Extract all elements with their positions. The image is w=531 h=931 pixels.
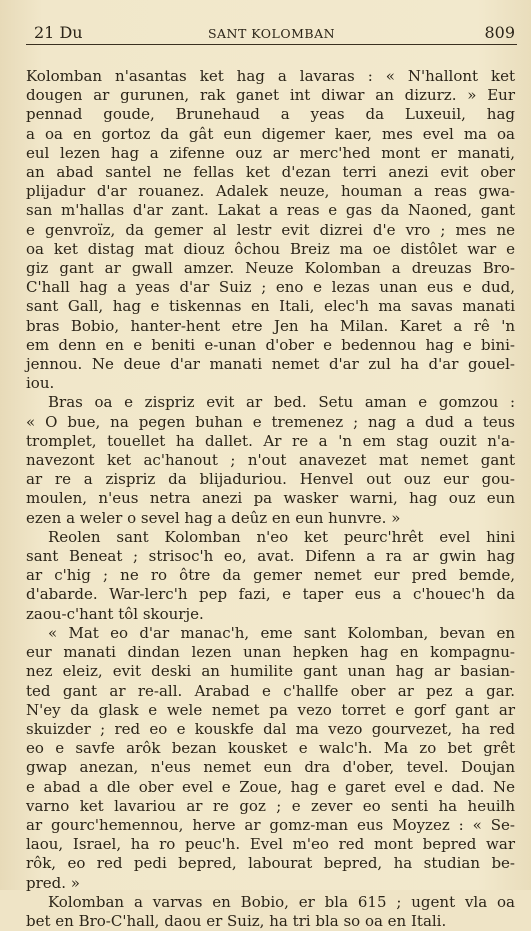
text-line: pred. » — [26, 873, 80, 892]
running-header — [26, 22, 517, 45]
text-line: « Mat eo d'ar manac'h, eme sant Kolomban, bevan en — [48, 623, 515, 642]
text-line: varno ket lavariou ar re goz ; e zever eo senti ha heuilh — [26, 796, 515, 815]
text-line: rôk, eo red pedi bepred, labourat bepred, ha studian be- — [26, 854, 515, 873]
text-line: « O bue, na pegen buhan e tremenez ; nag a dud a teus — [26, 412, 515, 431]
text-line: C'hall hag a yeas d'ar Suiz ; eno e lezas unan eus e dud, — [26, 278, 515, 297]
text-line: plijadur d'ar rouanez. Adalek neuze, houman a reas gwa- — [26, 182, 515, 201]
text-line: moulen, n'eus netra anezi pa wasker warni, hag ouz eun — [26, 489, 515, 508]
paragraph — [26, 624, 515, 893]
text-line: a oa en gortoz da gât eun digemer kaer, mes evel ma oa — [26, 124, 515, 143]
text-line: sant Beneat ; strisoc'h eo, avat. Difenn a ra ar gwin hag — [26, 547, 515, 566]
text-line: dougen ar gurunen, rak ganet int diwar an dizurz. » Eur — [26, 86, 515, 105]
text-line: ar re a zispriz da blijaduriou. Henvel out ouz eur gou- — [26, 470, 515, 489]
text-line: em denn en e beniti e-unan d'ober e bedennou hag e bini- — [26, 335, 515, 354]
text-line: nez eleiz, evit deski an humilite gant unan hag ar basian- — [26, 662, 515, 681]
text-line: tromplet, touellet ha dallet. Ar re a 'n em stag ouzit n'a- — [26, 431, 515, 450]
text-line: ar gourc'hemennou, herve ar gomz-man eus Moyzez : « Se- — [26, 815, 515, 834]
paragraph — [26, 528, 515, 624]
header-date: 21 Du — [34, 23, 83, 42]
text-line: skuizder ; red eo e kouskfe dal ma vezo gourvezet, ha red — [26, 719, 515, 738]
text-line: laou, Israel, ha ro peuc'h. Evel m'eo red mont bepred war — [26, 835, 515, 854]
text-line: zaou-c'hant tôl skourje. — [26, 604, 204, 623]
text-line: bras Bobio, hanter-hent etre Jen ha Milan. Karet a rê 'n — [26, 316, 515, 335]
text-line: navezont ket ac'hanout ; n'out anavezet mat nemet gant — [26, 451, 515, 470]
paragraph — [26, 67, 515, 393]
text-line: oa ket distag mat diouz ôchou Breiz ma oe distôlet war e — [26, 239, 515, 258]
paragraph — [26, 893, 515, 931]
text-line: iou. — [26, 374, 55, 393]
text-line: san m'hallas d'ar zant. Lakat a reas e gas da Naoned, gant — [26, 201, 515, 220]
text-line: d'abarde. War-lerc'h pep fazi, e taper eus a c'houec'h da — [26, 585, 515, 604]
text-line: ar c'hig ; ne ro ôtre da gemer nemet eur pred bemde, — [26, 566, 515, 585]
text-line: bet en Bro-C'hall, daou er Suiz, ha tri bla so oa en Itali. — [26, 911, 447, 930]
text-line: Reolen sant Kolomban n'eo ket peurc'hrêt evel hini — [48, 527, 515, 546]
text-line: ezen a weler o sevel hag a deûz en eun hunvre. » — [26, 508, 401, 527]
text-line: Kolomban n'asantas ket hag a lavaras : « N'hallont ket — [26, 67, 515, 85]
text-line: eo e savfe arôk bezan kousket e walc'h. Ma zo bet grêt — [26, 739, 515, 758]
text-line: e genvroïz, da gemer al lestr evit dizrei d'e vro ; mes ne — [26, 220, 515, 239]
page-number: 809 — [484, 23, 515, 42]
paragraph — [26, 393, 515, 527]
header-title: SANT KOLOMBAN — [207, 26, 336, 41]
text-line: pennad goude, Brunehaud a yeas da Luxeuil, hag — [26, 105, 515, 124]
text-line: e abad a dle ober evel e Zoue, hag e garet evel e dad. Ne — [26, 777, 515, 796]
text-line: ted gant ar re-all. Arabad e c'hallfe ober ar pez a gar. — [26, 681, 515, 700]
text-line: N'ey da glask e wele nemet pa vezo torret e gorf gant ar — [26, 700, 515, 719]
text-line: eur manati dindan lezen unan hepken hag en kompagnu- — [26, 643, 515, 662]
text-line: Kolomban a varvas en Bobio, er bla 615 ; ugent vla oa — [48, 892, 515, 911]
text-line: giz gant ar gwall amzer. Neuze Kolomban a dreuzas Bro- — [26, 259, 515, 278]
text-line: gwap anezan, n'eus nemet eun dra d'ober, tevel. Doujan — [26, 758, 515, 777]
text-line: sant Gall, hag e tiskennas en Itali, elec'h ma savas manati — [26, 297, 515, 316]
text-line: eul lezen hag a zifenne ouz ar merc'hed mont er manati, — [26, 143, 515, 162]
text-line: an abad santel ne fellas ket d'ezan terri anezi evit ober — [26, 163, 515, 182]
text-line: Bras oa e zispriz evit ar bed. Setu aman e gomzou : — [48, 393, 515, 412]
text-line: jennou. Ne deue d'ar manati nemet d'ar zul ha d'ar gouel- — [26, 355, 515, 374]
body-text — [26, 67, 517, 931]
